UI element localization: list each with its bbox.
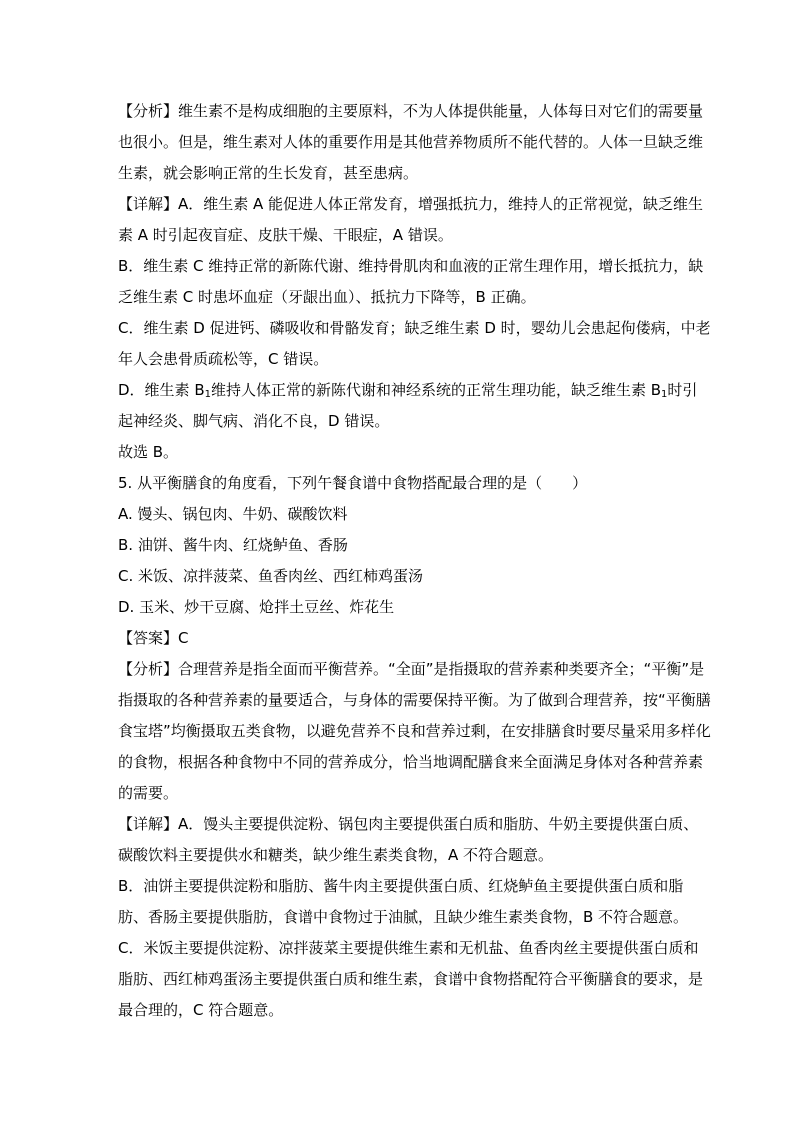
text-line-vitamin-b1 — [118, 375, 698, 406]
document-page — [118, 96, 711, 1026]
text-line: 的食物，根据各种食物中不同的营养成分，恰当地调配膳食来全面满足身体对各种营养素 — [118, 753, 704, 771]
text-fragment: 时引 — [667, 381, 698, 399]
text-line: 食宝塔”均衡摄取五类食物，以避免营养不良和营养过剩，在安排膳食时要尽量采用多样化 — [118, 722, 711, 740]
text-line: B．油饼主要提供淀粉和脂肪、酱牛肉主要提供蛋白质、红烧鲈鱼主要提供蛋白质和脂 — [118, 877, 684, 895]
text-line: 【详解】A．维生素 A 能促进人体正常发育，增强抵抗力，维持人的正常视觉，缺乏维生 — [118, 195, 704, 213]
text-line: 指摄取的各种营养素的量要适合，与身体的需要保持平衡。为了做到合理营养，按“平衡膳 — [118, 691, 711, 709]
option-a: A. 馒头、锅包肉、牛奶、碳酸饮料 — [118, 505, 348, 523]
text-line: 碳酸饮料主要提供水和糖类，缺少维生素类食物，A 不符合题意。 — [118, 846, 554, 864]
text-line: 【分析】维生素不是构成细胞的主要原料，不为人体提供能量，人体每日对它们的需要量 — [118, 102, 704, 120]
option-c: C. 米饭、凉拌菠菜、鱼香肉丝、西红柿鸡蛋汤 — [118, 567, 424, 585]
text-line: 起神经炎、脚气病、消化不良，D 错误。 — [118, 412, 390, 430]
text-line: C．米饭主要提供淀粉、凉拌菠菜主要提供维生素和无机盐、鱼香肉丝主要提供蛋白质和 — [118, 939, 699, 957]
text-line: 故选 B。 — [118, 443, 179, 461]
option-b: B. 油饼、酱牛肉、红烧鲈鱼、香肠 — [118, 536, 348, 554]
answer-line: 【答案】C — [118, 629, 189, 647]
text-line: 脂肪、西红柿鸡蛋汤主要提供蛋白质和维生素，食谱中食物搭配符合平衡膳食的要求，是 — [118, 970, 704, 988]
text-line: 【详解】A．馒头主要提供淀粉、锅包肉主要提供蛋白质和脂肪、牛奶主要提供蛋白质、 — [118, 815, 699, 833]
text-line: B．维生素 C 维持正常的新陈代谢、维持骨肌肉和血液的正常生理作用，增长抵抗力，缺 — [118, 257, 704, 275]
text-line: 乏维生素 C 时患坏血症（牙龈出血）、抵抗力下降等，B 正确。 — [118, 288, 536, 306]
text-line: 年人会患骨质疏松等，C 错误。 — [118, 350, 329, 368]
text-line: 肪、香肠主要提供脂肪，食谱中食物过于油腻，且缺少维生素类食物，B 不符合题意。 — [118, 908, 689, 926]
text-fragment: D．维生素 B — [118, 381, 205, 399]
subscript: 1 — [661, 389, 668, 400]
text-line: C．维生素 D 促进钙、磷吸收和骨骼发育；缺乏维生素 D 时，婴幼儿会患起佝偻病，中老 — [118, 319, 711, 337]
text-line: 生素，就会影响正常的生长发育，甚至患病。 — [118, 164, 419, 182]
option-d: D. 玉米、炒干豆腐、炝拌土豆丝、炸花生 — [118, 598, 395, 616]
text-line: 最合理的，C 符合题意。 — [118, 1001, 284, 1019]
text-line: 的需要。 — [118, 784, 179, 802]
subscript: 1 — [204, 389, 211, 400]
question-stem: 5. 从平衡膳食的角度看，下列午餐食谱中食物搭配最合理的是（ ） — [118, 474, 588, 492]
text-line: 素 A 时引起夜盲症、皮肤干燥、干眼症，A 错误。 — [118, 226, 453, 244]
text-line: 【分析】合理营养是指全面而平衡营养。“全面”是指摄取的营养素种类要齐全；“平衡”是 — [118, 660, 705, 678]
text-fragment: 维持人体正常的新陈代谢和神经系统的正常生理功能，缺乏维生素 B — [210, 381, 662, 399]
text-line: 也很小。但是，维生素对人体的重要作用是其他营养物质所不能代替的。人体一旦缺乏维 — [118, 133, 704, 151]
